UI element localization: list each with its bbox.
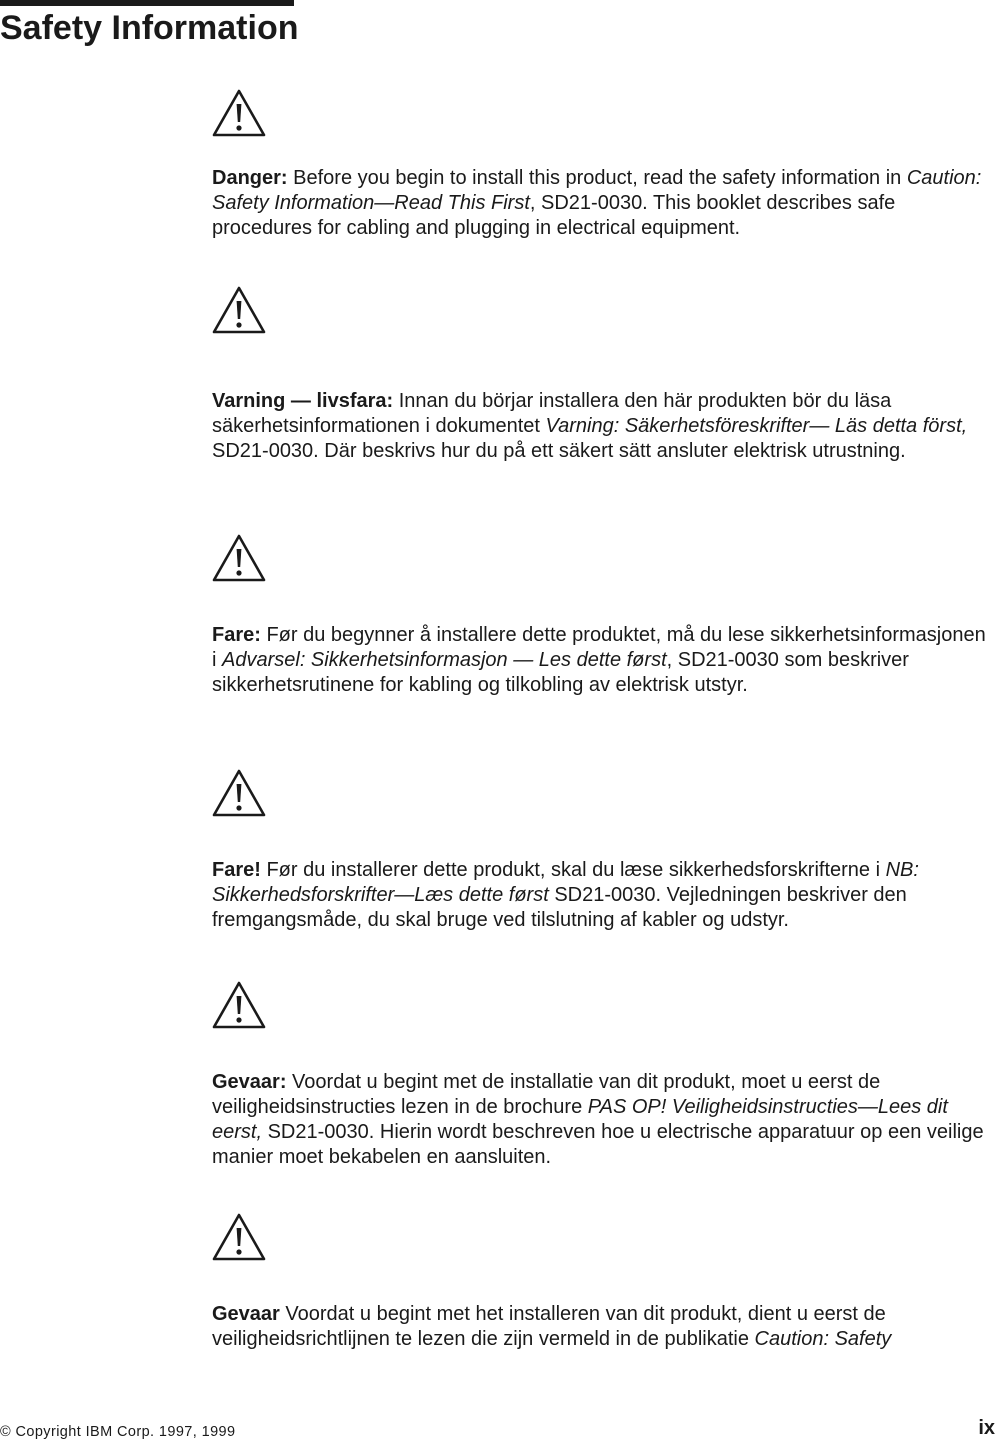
publication-title: Caution: Safety (754, 1328, 892, 1350)
notice-danger-flemish (212, 1213, 992, 1350)
copyright-notice: © Copyright IBM Corp. 1997, 1999 (0, 1424, 236, 1440)
notice-text (212, 1070, 992, 1170)
notice-body-end: SD21-0030. Hierin wordt beschreven hoe u electrische apparatuur op een veilige manier moet bekabelen en aansluiten. (212, 1121, 984, 1168)
notice-text (212, 166, 992, 241)
notice-text (212, 858, 992, 933)
notice-body: Voordat u begint met het installeren van dit produkt, dient u eerst de veiligheidsrichtlijnen te lezen die zijn vermeld in de publikatie (212, 1303, 886, 1350)
notice-body: Innan du börjar installera den här produkten bör du läsa säkerhetsinformationen i dokumentet (212, 390, 892, 437)
warning-triangle-icon (212, 286, 266, 334)
notice-body-end: , SD21-0030 som beskriver sikkerhetsrutinene for kabling og tilkobling av elektrisk utstyr. (212, 649, 909, 696)
notice-body: Before you begin to install this product, read the safety information in (287, 167, 907, 189)
publication-title: PAS OP! Veiligheidsinstructies—Lees dit eerst, (212, 1096, 948, 1143)
notice-label: Varning — livsfara: (212, 390, 394, 412)
notice-danger-norwegian (212, 534, 992, 696)
publication-title: NB: Sikkerhedsforskrifter—Læs dette først (212, 859, 919, 906)
notice-body: Før du begynner å installere dette produktet, må du lese sikkerhetsinformasjonen i (212, 624, 986, 671)
notice-text (212, 623, 992, 698)
warning-triangle-icon (212, 1213, 266, 1261)
notice-danger-danish (212, 769, 992, 931)
notice-body: Voordat u begint met de installatie van dit produkt, moet u eerst de veiligheidsinstructies lezen in de brochure (212, 1071, 881, 1118)
warning-triangle-icon (212, 769, 266, 817)
warning-triangle-icon (212, 981, 266, 1029)
publication-title: Varning: Säkerhetsföreskrifter— Läs detta först, (545, 415, 968, 437)
page-title: Safety Information (0, 9, 299, 47)
notice-label: Gevaar (212, 1303, 280, 1325)
notice-label: Fare: (212, 624, 261, 646)
notice-label: Fare! (212, 859, 261, 881)
warning-triangle-icon (212, 534, 266, 582)
notice-text (212, 1302, 992, 1352)
notice-body-end: SD21-0030. Där beskrivs hur du på ett säkert sätt ansluter elektrisk utrustning. (212, 440, 906, 462)
publication-title: Caution: Safety Information—Read This First (212, 167, 982, 214)
publication-title: Advarsel: Sikkerhetsinformasjon — Les dette først (222, 649, 667, 671)
notice-label: Danger: (212, 167, 288, 189)
notice-text (212, 389, 992, 464)
notice-body: Før du installerer dette produkt, skal du læse sikkerhedsforskrifterne i (260, 859, 886, 881)
notice-danger-dutch (212, 981, 992, 1168)
page-number: ix (978, 1417, 995, 1439)
notice-body-end: , SD21-0030. This booklet describes safe procedures for cabling and plugging in electrical equipment. (212, 192, 896, 239)
warning-triangle-icon (212, 89, 266, 137)
notice-danger-english (212, 89, 992, 239)
notice-danger-swedish (212, 286, 992, 462)
notice-body-end: SD21-0030. Vejledningen beskriver den fremgangsmåde, du skal bruge ved tilslutning af kabler og udstyr. (212, 884, 907, 931)
notice-label: Gevaar: (212, 1071, 287, 1093)
